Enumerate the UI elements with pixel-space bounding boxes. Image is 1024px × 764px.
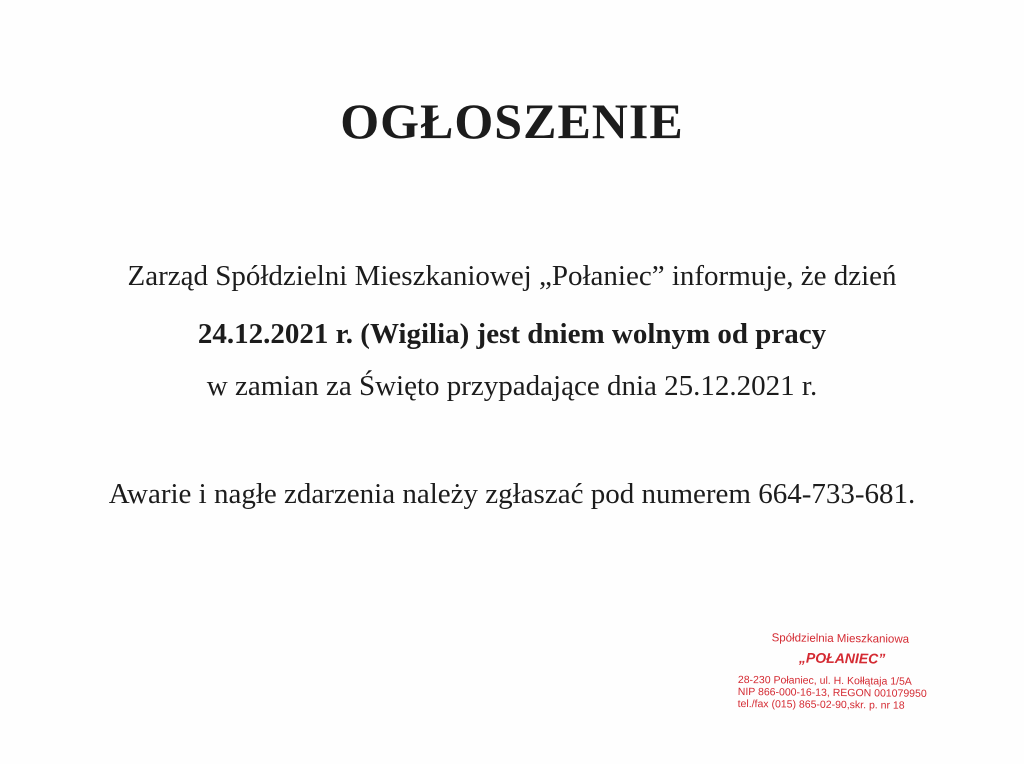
stamp-ids: NIP 866-000-16-13, REGON 001079950 [737, 685, 927, 700]
stamp-address: 28-230 Połaniec, ul. H. Kołłątaja 1/5A [737, 673, 912, 688]
announcement-line-1: Zarząd Spółdzielni Mieszkaniowej „Połaniec” informuje, że dzień [127, 260, 897, 292]
announcement-line-2-emphasis: 24.12.2021 r. (Wigilia) jest dniem wolnym od pracy [197, 318, 827, 350]
announcement-line-3: w zamian za Święto przypadające dnia 25.12.2021 r. [206, 370, 818, 402]
company-stamp [718, 632, 959, 713]
stamp-organization: Spółdzielnia Mieszkaniowa [771, 632, 910, 646]
stamp-contact: tel./fax (015) 865-02-90,skr. p. nr 18 [737, 697, 905, 712]
stamp-name: „POŁANIEC” [798, 649, 886, 667]
emergency-contact-line: Awarie i nagłe zdarzenia należy zgłaszać pod numerem 664-733-681. [108, 478, 916, 510]
page-title: OGŁOSZENIE [340, 93, 684, 149]
